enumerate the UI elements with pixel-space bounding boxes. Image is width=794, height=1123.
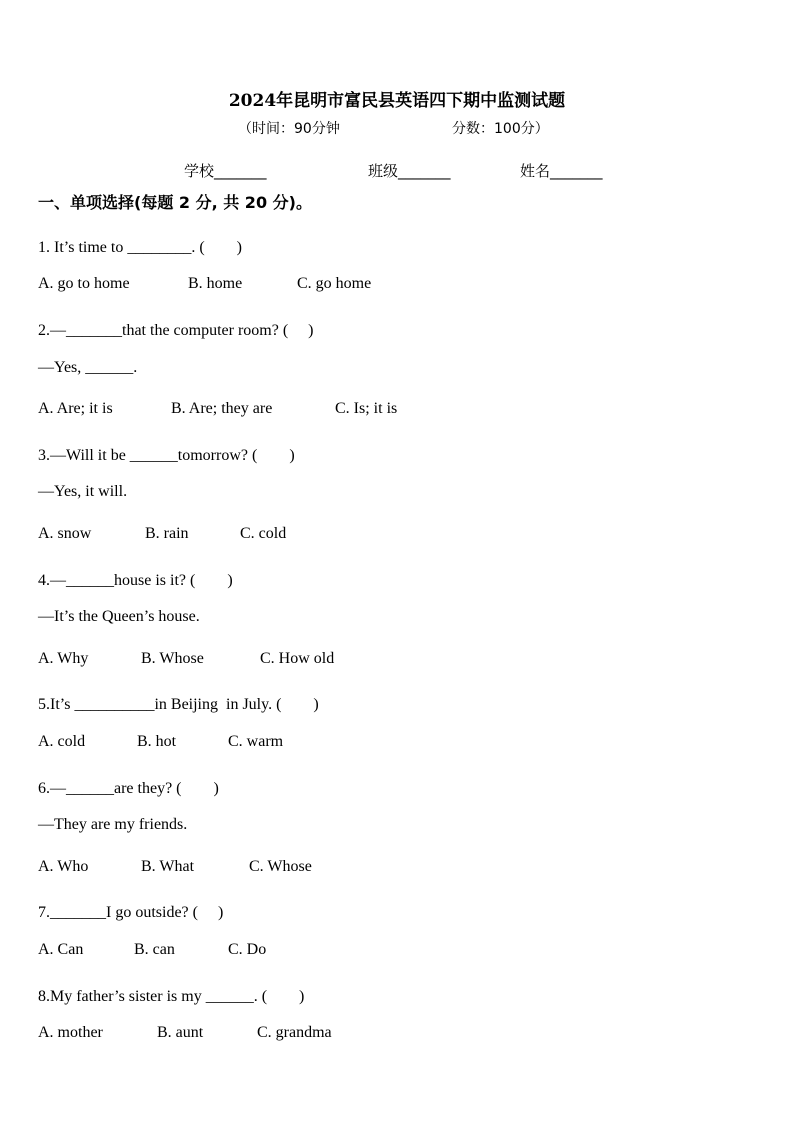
q1-option-b: B. home bbox=[188, 275, 243, 292]
q2-option-b: B. Are; they are bbox=[171, 400, 273, 417]
q2-option-a: A. Are; it is bbox=[38, 400, 113, 417]
q6-option-c: C. Whose bbox=[249, 858, 312, 875]
question-6-answer-line: —They are my friends. bbox=[38, 816, 188, 833]
q2-option-c: C. Is; it is bbox=[335, 400, 398, 417]
q3-option-c: C. cold bbox=[240, 525, 287, 542]
q8-option-c: C. grandma bbox=[257, 1024, 332, 1041]
q7-option-c: C. Do bbox=[228, 941, 267, 958]
question-2: 2.—_______that the computer room? ( ) bbox=[38, 322, 314, 339]
section-heading: 一、单项选择(每题 2 分, 共 20 分)。 bbox=[38, 193, 312, 212]
q6-option-a: A. Who bbox=[38, 858, 89, 875]
question-4-answer-line: —It’s the Queen’s house. bbox=[38, 608, 200, 625]
question-7: 7._______I go outside? ( ) bbox=[38, 904, 224, 921]
q5-option-a: A. cold bbox=[38, 733, 86, 750]
question-8: 8.My father’s sister is my ______. ( ) bbox=[38, 988, 305, 1005]
q1-option-c: C. go home bbox=[297, 275, 372, 292]
q6-option-b: B. What bbox=[141, 858, 195, 875]
class-field: 班级_______ bbox=[368, 162, 451, 180]
q4-option-b: B. Whose bbox=[141, 650, 204, 667]
q7-option-b: B. can bbox=[134, 941, 175, 958]
q4-option-c: C. How old bbox=[260, 650, 335, 667]
question-2-answer-line: —Yes, ______. bbox=[38, 359, 138, 376]
q3-option-a: A. snow bbox=[38, 525, 92, 542]
question-3-answer-line: —Yes, it will. bbox=[38, 483, 128, 500]
q7-option-a: A. Can bbox=[38, 941, 84, 958]
question-4: 4.—______house is it? ( ) bbox=[38, 572, 233, 589]
question-6: 6.—______are they? ( ) bbox=[38, 780, 219, 797]
q8-option-b: B. aunt bbox=[157, 1024, 204, 1041]
exam-total-score: 分数：100分） bbox=[452, 121, 549, 137]
exam-time: （时间：90分钟 bbox=[238, 121, 340, 137]
name-field: 姓名_______ bbox=[520, 162, 603, 180]
school-field: 学校_______ bbox=[184, 162, 267, 180]
q5-option-b: B. hot bbox=[137, 733, 177, 750]
exam-title: 2024年昆明市富民县英语四下期中监测试题 bbox=[228, 91, 566, 111]
q5-option-c: C. warm bbox=[228, 733, 284, 750]
question-1: 1. It’s time to ________. ( ) bbox=[38, 239, 242, 256]
q8-option-a: A. mother bbox=[38, 1024, 103, 1041]
question-3: 3.—Will it be ______tomorrow? ( ) bbox=[38, 447, 295, 464]
q4-option-a: A. Why bbox=[38, 650, 89, 667]
question-5: 5.It’s __________in Beijing in July. ( ) bbox=[38, 696, 319, 713]
q1-option-a: A. go to home bbox=[38, 275, 130, 292]
q3-option-b: B. rain bbox=[145, 525, 189, 542]
